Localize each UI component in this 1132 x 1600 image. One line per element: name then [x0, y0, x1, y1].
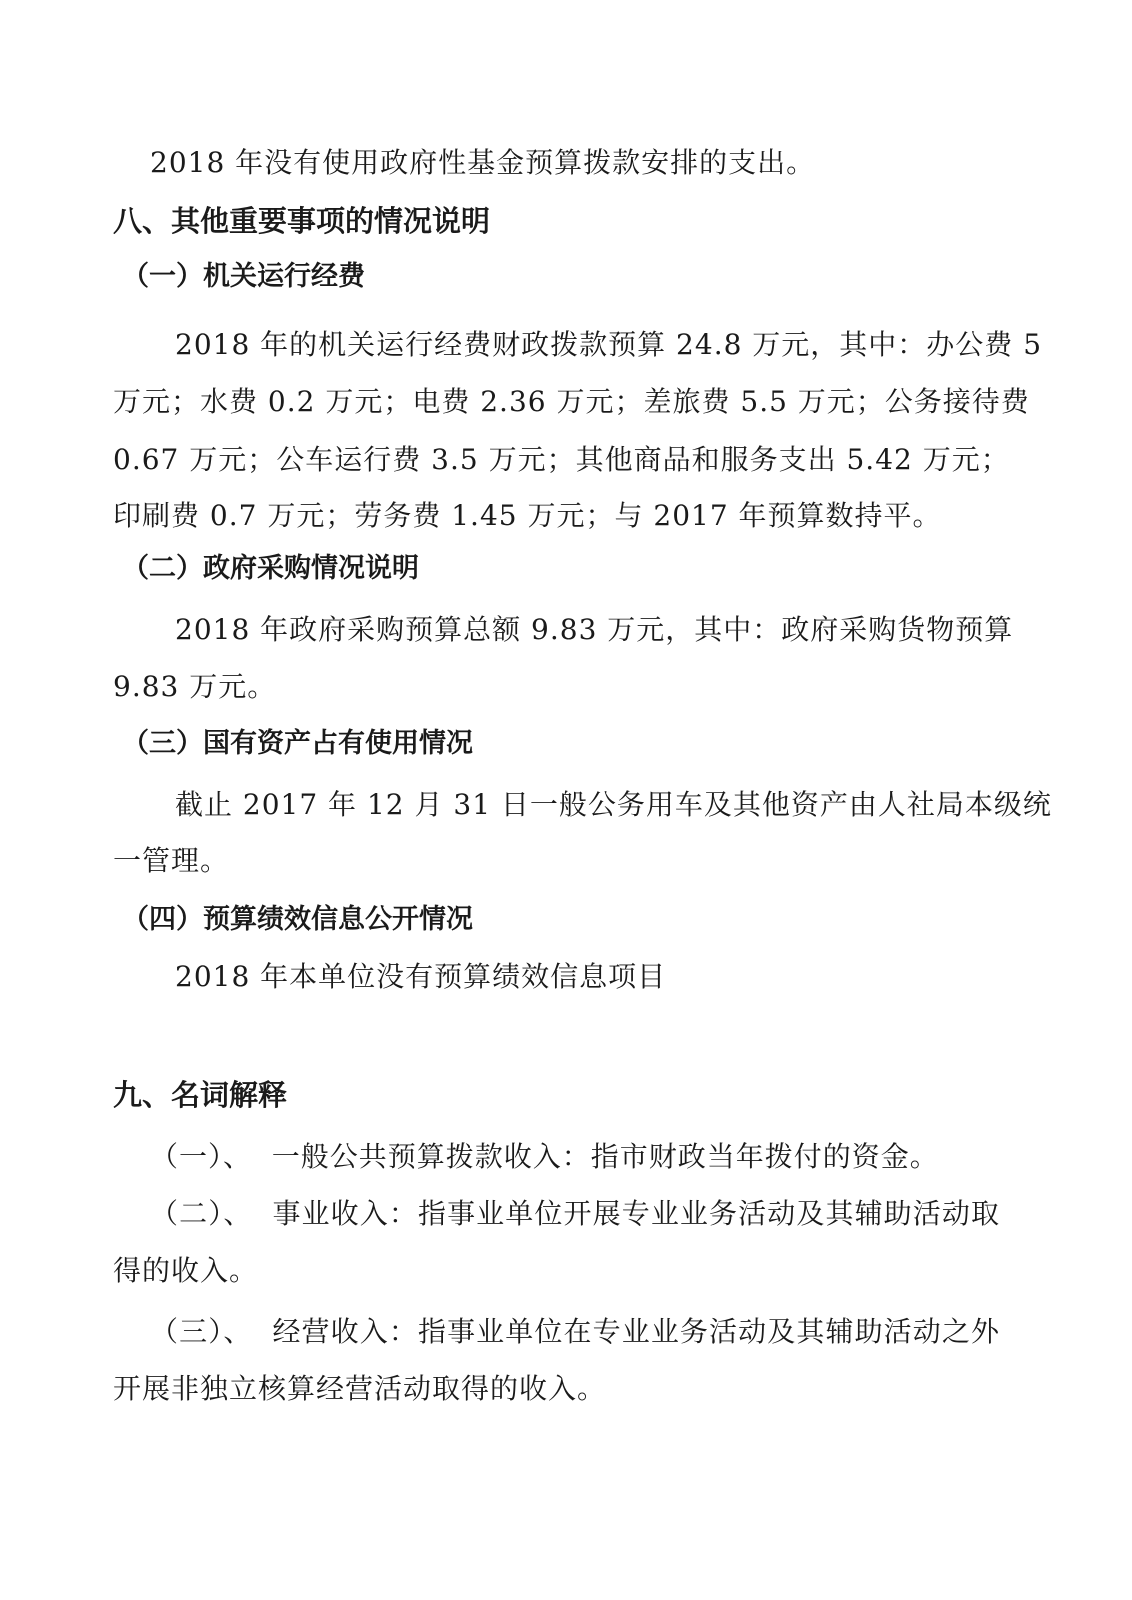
term-2-line-2: 得的收入。 — [113, 1254, 259, 1287]
sub1-line-2: 万元；水费 0.2 万元；电费 2.36 万元；差旅费 5.5 万元；公务接待费 — [113, 385, 1030, 418]
section7-closing-line: 2018 年没有使用政府性基金预算拨款安排的支出。 — [150, 146, 816, 179]
sub1-line-1: 2018 年的机关运行经费财政拨款预算 24.8 万元，其中：办公费 5 — [175, 328, 1043, 361]
section9-heading: 九、名词解释 — [113, 1078, 288, 1112]
sub2-line-2: 9.83 万元。 — [113, 670, 277, 703]
term-1-line: （一）、 一般公共预算拨款收入：指市财政当年拨付的资金。 — [150, 1140, 939, 1173]
sub3-heading: （三）国有资产占有使用情况 — [122, 728, 473, 759]
sub1-line-3: 0.67 万元；公车运行费 3.5 万元；其他商品和服务支出 5.42 万元； — [113, 443, 1010, 476]
term-3-line-1: （三）、 经营收入：指事业单位在专业业务活动及其辅助活动之外 — [150, 1315, 1000, 1348]
sub4-heading: （四）预算绩效信息公开情况 — [122, 904, 473, 935]
sub2-line-1: 2018 年政府采购预算总额 9.83 万元，其中：政府采购货物预算 — [175, 613, 1014, 646]
term-2-line-1: （二）、 事业收入：指事业单位开展专业业务活动及其辅助活动取 — [150, 1197, 1000, 1230]
sub1-heading: （一）机关运行经费 — [122, 261, 365, 292]
sub1-line-4: 印刷费 0.7 万元；劳务费 1.45 万元；与 2017 年预算数持平。 — [113, 499, 942, 532]
sub3-line-1: 截止 2017 年 12 月 31 日一般公务用车及其他资产由人社局本级统 — [175, 788, 1052, 821]
sub3-line-2: 一管理。 — [113, 844, 230, 877]
sub4-line-1: 2018 年本单位没有预算绩效信息项目 — [175, 960, 667, 993]
term-3-line-2: 开展非独立核算经营活动取得的收入。 — [113, 1372, 607, 1405]
sub2-heading: （二）政府采购情况说明 — [122, 553, 419, 584]
section8-heading: 八、其他重要事项的情况说明 — [113, 204, 491, 238]
